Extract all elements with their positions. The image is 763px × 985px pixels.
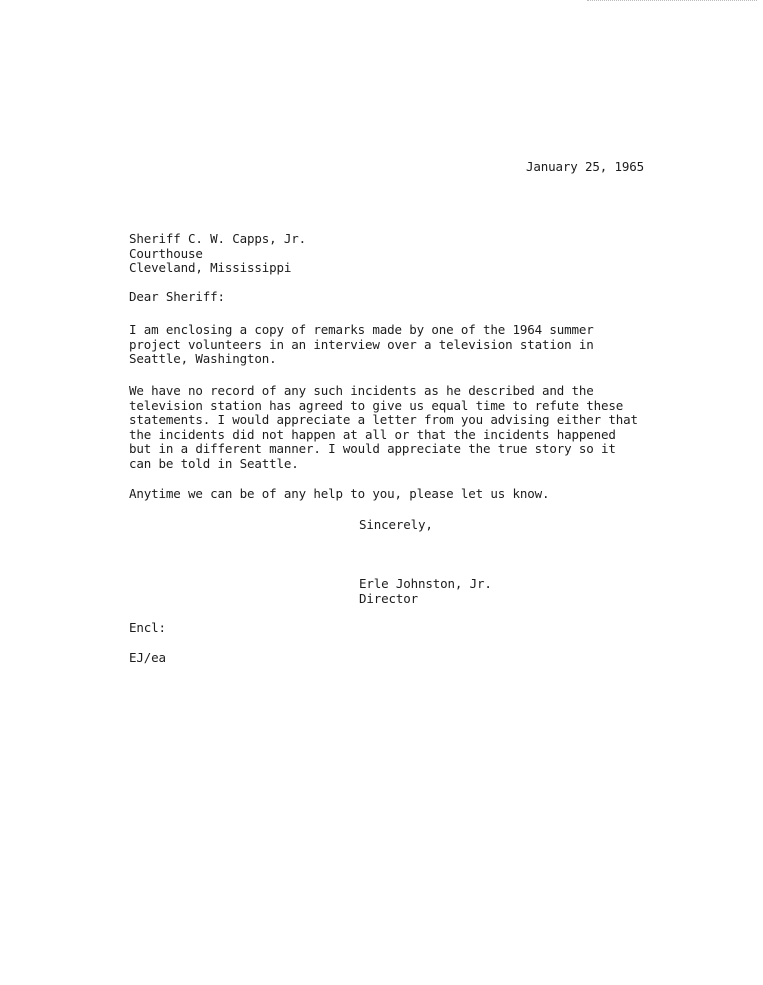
paragraph-line: We have no record of any such incidents as he described and the xyxy=(129,383,594,398)
paragraph-2 xyxy=(129,384,638,471)
paragraph-line: I am enclosing a copy of remarks made by one of the 1964 summer xyxy=(129,322,594,337)
paragraph-1 xyxy=(129,323,594,367)
recipient-name: Sheriff C. W. Capps, Jr. xyxy=(129,231,307,246)
signer-name: Erle Johnston, Jr. xyxy=(359,576,492,591)
paragraph-line: can be told in Seattle. xyxy=(129,455,299,471)
paragraph-line: the incidents did not happen at all or that the incidents happened xyxy=(129,426,616,442)
paragraph-line: project volunteers in an interview over a television station in xyxy=(129,336,594,352)
closing: Sincerely, xyxy=(359,517,433,532)
paragraph-3: Anytime we can be of any help to you, please let us know. xyxy=(129,486,550,501)
recipient-address xyxy=(129,232,306,276)
enclosure-note: Encl: xyxy=(129,620,166,635)
recipient-building: Courthouse xyxy=(129,245,203,261)
letter-date: January 25, 1965 xyxy=(526,159,645,174)
signer-title: Director xyxy=(359,590,419,606)
salutation: Dear Sheriff: xyxy=(129,289,225,304)
paragraph-line: statements. I would appreciate a letter from you advising either that xyxy=(129,412,638,427)
scan-edge-mark xyxy=(587,0,757,4)
paragraph-line: television station has agreed to give us equal time to refute these xyxy=(129,397,624,413)
signature-block xyxy=(359,577,492,606)
paragraph-line: Seattle, Washington. xyxy=(129,351,277,366)
recipient-city: Cleveland, Mississippi xyxy=(129,260,292,275)
typist-initials: EJ/ea xyxy=(129,650,166,665)
paragraph-line: but in a different manner. I would appreciate the true story so it xyxy=(129,441,616,456)
